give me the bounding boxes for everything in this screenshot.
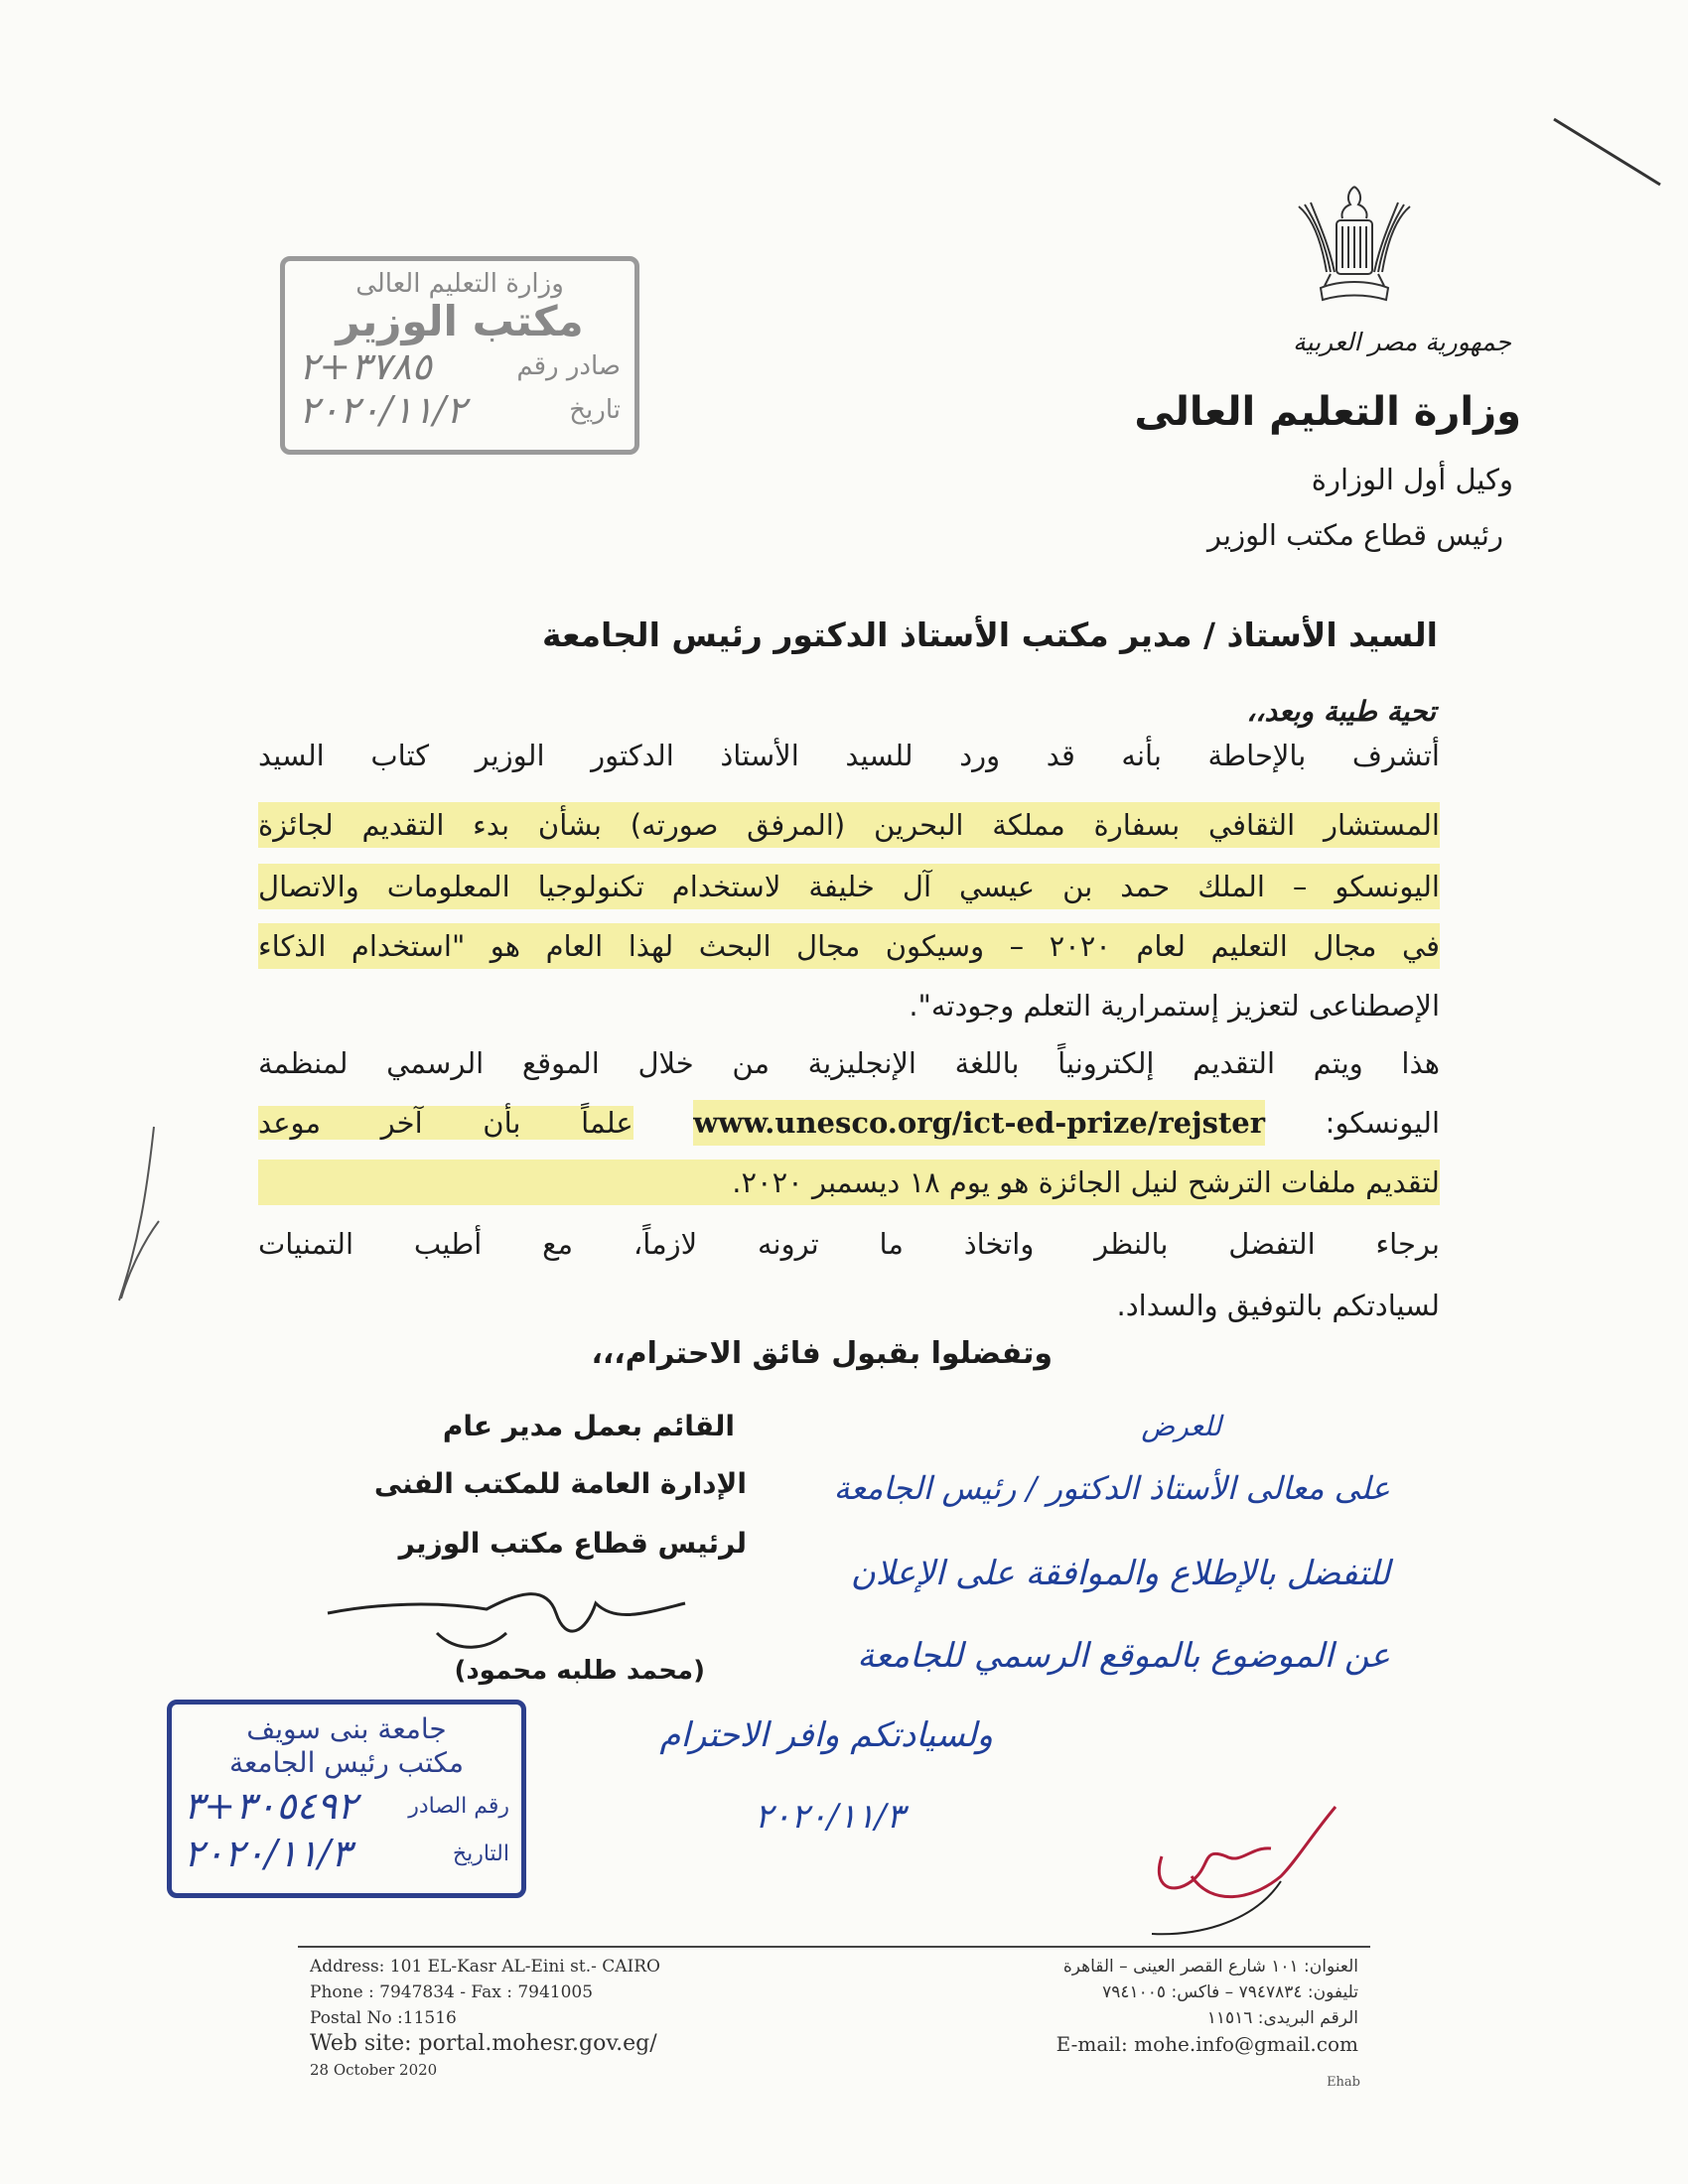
greeting: تحية طيبة وبعد،، [1246, 695, 1436, 728]
footer-initials: Ehab [1327, 2075, 1360, 2090]
footer-address-ar: العنوان: ١٠١ شارع القصر العينى – القاهرة [1062, 1957, 1358, 1977]
signatory-name: (محمد طلبه محمود) [454, 1656, 705, 1686]
outgoing-stamp-number-label: رقم الصادر [408, 1793, 509, 1819]
letterhead-country: جمهورية مصر العربية [1293, 328, 1511, 356]
footer-english [310, 1954, 660, 2083]
closing: وتفضلوا بقبول فائق الاحترام،،، [591, 1336, 1053, 1371]
handwritten-note-line: ولسيادتكم وافر الاحترام [659, 1715, 993, 1755]
paragraph-line: المستشار الثقافي بسفارة مملكة البحرين (المرفق صورته) بشأن بدء التقديم لجائزة [258, 802, 1440, 848]
signatory-title-2: الإدارة العامة للمكتب الفنى [373, 1467, 747, 1500]
footer-phone-ar: تليفون: ٧٩٤٧٨٣٤ – فاكس: ٧٩٤١٠٠٥ [1102, 1982, 1358, 2002]
footer-phone-en: Phone : 7947834 - Fax : 7941005 [310, 1982, 594, 2002]
handwritten-note-line: للتفضل بالإطلاع والموافقة على الإعلان [850, 1554, 1390, 1593]
signature-scribble [318, 1573, 695, 1663]
scan-mark [1549, 111, 1668, 191]
handwritten-note-date: ٢٠٢٠/١١/٣ [755, 1797, 905, 1837]
outgoing-stamp-number: ٣٠٥٤٩٢+٣ [184, 1784, 357, 1828]
incoming-stamp-line-2: مكتب الوزير [336, 297, 584, 345]
letterhead-title-2: رئيس قطاع مكتب الوزير [1207, 518, 1503, 552]
red-signature [1132, 1787, 1340, 1936]
footer-divider [298, 1946, 1370, 1948]
scan-mark [99, 1122, 169, 1310]
paragraph-line: الإصطناعى لتعزيز إستمرارية التعلم وجودته". [909, 989, 1440, 1023]
addressee: السيد الأستاذ / مدير مكتب الأستاذ الدكتور رئيس الجامعة [541, 615, 1438, 654]
footer-address-en: Address: 101 EL-Kasr AL-Eini st.- CAIRO [310, 1957, 660, 1977]
letterhead-ministry: وزارة التعليم العالى [1134, 389, 1521, 435]
footer-website[interactable]: Web site: portal.mohesr.gov.eg/ [310, 2031, 657, 2056]
footer-date: 28 October 2020 [310, 2061, 438, 2079]
paragraph-line: أتشرف بالإحاطة بأنه قد ورد للسيد الأستاذ الدكتور الوزير كتاب السيد [258, 739, 1440, 772]
unesco-label: اليونسكو: [1325, 1106, 1440, 1140]
outgoing-stamp-line-1: جامعة بنى سويف [246, 1712, 447, 1745]
paragraph-line-url [258, 1100, 1440, 1146]
incoming-stamp-number-label: صادر رقم [516, 351, 621, 381]
incoming-stamp-line-1: وزارة التعليم العالى [355, 269, 564, 299]
footer-postal-en: Postal No :11516 [310, 2008, 457, 2028]
paragraph-line: اليونسكو – الملك حمد بن عيسي آل خليفة لاستخدام تكنولوجيا المعلومات والاتصال [258, 864, 1440, 909]
eagle-emblem-icon [1291, 177, 1418, 316]
paragraph-line: هذا ويتم التقديم إلكترونياً باللغة الإنجليزية من خلال الموقع الرسمي لمنظمة [258, 1046, 1440, 1080]
paragraph-line: لسيادتكم بالتوفيق والسداد. [1116, 1289, 1440, 1322]
outgoing-stamp-date: ٢٠٢٠/١١/٣ [184, 1832, 352, 1875]
outgoing-stamp [167, 1700, 526, 1898]
paragraph-line: برجاء التفضل بالنظر واتخاذ ما ترونه لازماً، مع أطيب التمنيات [258, 1227, 1440, 1261]
incoming-stamp-date-label: تاريخ [569, 395, 621, 425]
letterhead-title-1: وكيل أول الوزارة [1311, 463, 1513, 496]
deadline-intro: علماً بأن آخر موعد [258, 1106, 633, 1140]
incoming-stamp-number: ٣٧٨٥+٢ [299, 344, 432, 388]
incoming-stamp [280, 256, 639, 455]
footer-email[interactable]: E-mail: mohe.info@gmail.com [1055, 2032, 1358, 2056]
unesco-link[interactable]: www.unesco.org/ict-ed-prize/rejster [693, 1100, 1265, 1146]
incoming-stamp-date: ٢٠٢٠/١١/٢ [299, 388, 467, 432]
handwritten-note-line: على معالى الأستاذ الدكتور / رئيس الجامعة [833, 1469, 1390, 1507]
footer-postal-ar: الرقم البريدى: ١١٥١٦ [1206, 2008, 1358, 2028]
signatory-title-1: القائم بعمل مدير عام [442, 1410, 735, 1442]
signatory-title-3: لرئيس قطاع مكتب الوزير [398, 1527, 747, 1560]
paragraph-line: لتقديم ملفات الترشح لنيل الجائزة هو يوم ١٨ ديسمبر ٢٠٢٠. [258, 1160, 1440, 1205]
outgoing-stamp-line-2: مكتب رئيس الجامعة [228, 1746, 465, 1779]
outgoing-stamp-date-label: التاريخ [452, 1841, 509, 1866]
handwritten-note-line: عن الموضوع بالموقع الرسمي للجامعة [857, 1636, 1390, 1676]
footer-arabic [1056, 1954, 1358, 2057]
paragraph-line: في مجال التعليم لعام ٢٠٢٠ – وسيكون مجال البحث لهذا العام هو "استخدام الذكاء [258, 923, 1440, 969]
handwritten-note-line: للعرض [1141, 1410, 1221, 1442]
